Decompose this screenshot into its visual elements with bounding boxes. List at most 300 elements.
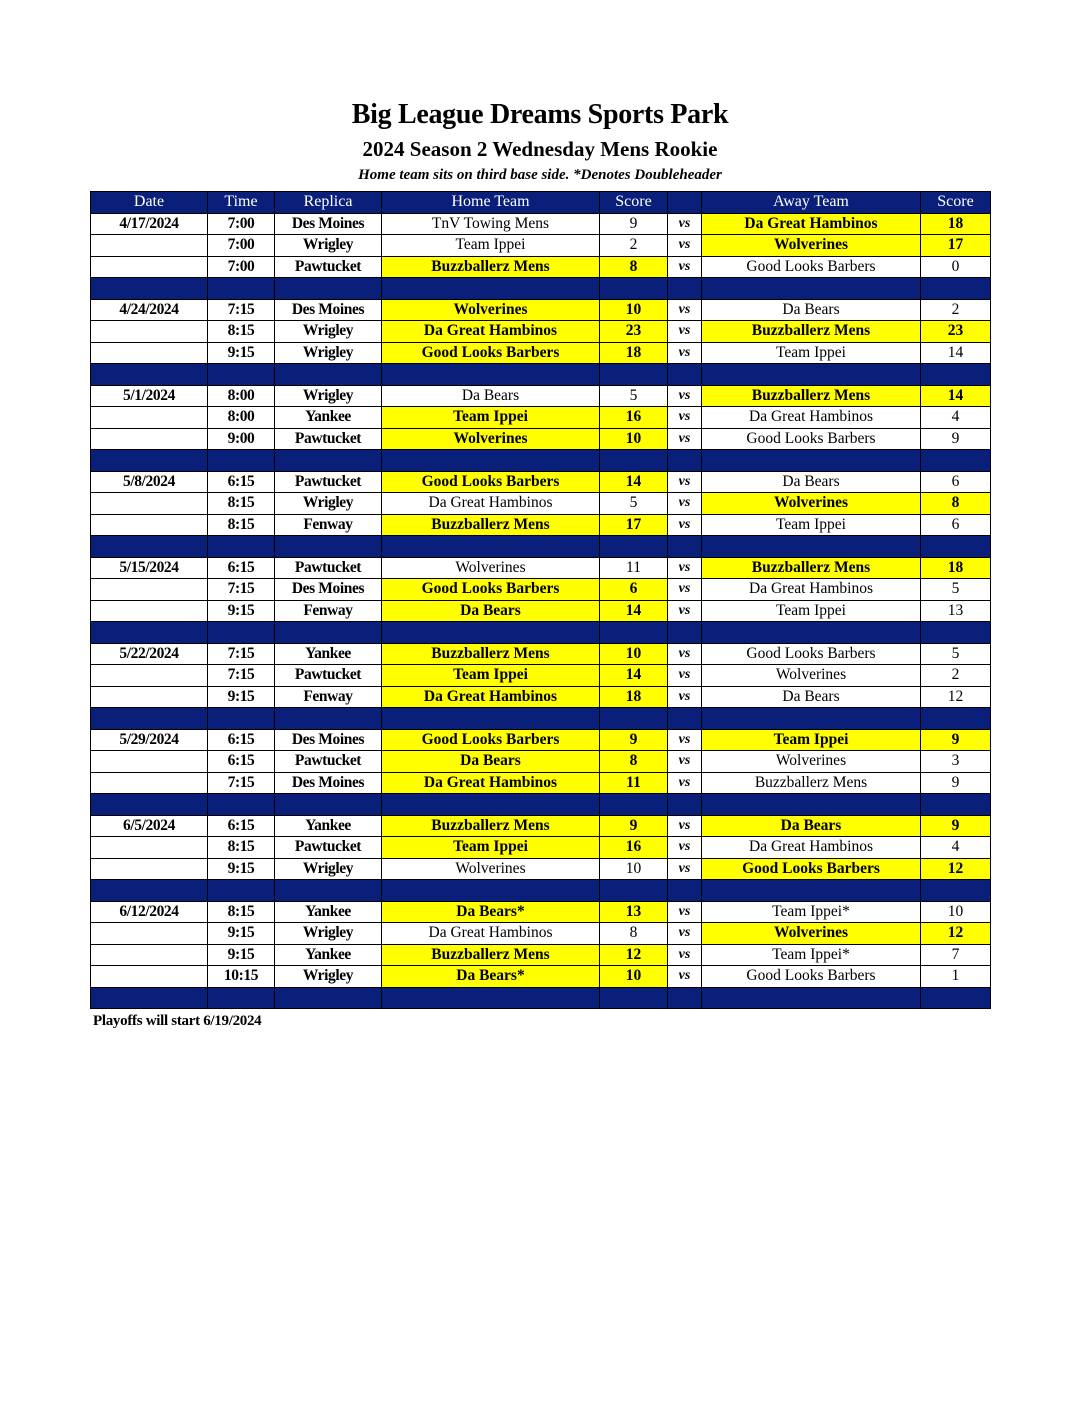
separator-cell	[702, 794, 921, 816]
playoffs-note: Playoffs will start 6/19/2024	[93, 1013, 262, 1029]
home-score: 11	[600, 557, 668, 579]
vs-label: vs	[668, 321, 702, 343]
home-team: Team Ippei	[382, 665, 600, 687]
vs-label: vs	[668, 514, 702, 536]
away-team: Da Bears	[702, 471, 921, 493]
separator-cell	[921, 794, 991, 816]
game-time: 8:15	[208, 901, 275, 923]
away-team: Wolverines	[702, 235, 921, 257]
home-team: Wolverines	[382, 428, 600, 450]
game-date	[91, 579, 208, 601]
game-date	[91, 342, 208, 364]
home-score: 10	[600, 966, 668, 988]
vs-label: vs	[668, 471, 702, 493]
game-field: Pawtucket	[275, 751, 382, 773]
game-date: 5/1/2024	[91, 385, 208, 407]
schedule-table	[90, 191, 991, 1009]
game-time: 6:15	[208, 557, 275, 579]
away-team: Good Looks Barbers	[702, 858, 921, 880]
game-field: Des Moines	[275, 213, 382, 235]
vs-label: vs	[668, 772, 702, 794]
separator-cell	[382, 622, 600, 644]
week-separator-row	[91, 880, 991, 902]
week-separator-row	[91, 987, 991, 1009]
game-date: 4/17/2024	[91, 213, 208, 235]
away-score: 12	[921, 923, 991, 945]
game-date	[91, 514, 208, 536]
col-header-time: Time	[208, 192, 275, 214]
separator-cell	[921, 536, 991, 558]
separator-cell	[921, 450, 991, 472]
separator-cell	[668, 450, 702, 472]
table-row	[91, 235, 991, 257]
away-score: 5	[921, 579, 991, 601]
game-time: 6:15	[208, 751, 275, 773]
separator-cell	[702, 708, 921, 730]
game-time: 9:15	[208, 944, 275, 966]
away-team: Da Great Hambinos	[702, 579, 921, 601]
home-team: Da Bears	[382, 385, 600, 407]
vs-label: vs	[668, 557, 702, 579]
away-team: Wolverines	[702, 751, 921, 773]
game-field: Fenway	[275, 514, 382, 536]
game-field: Pawtucket	[275, 557, 382, 579]
game-field: Yankee	[275, 407, 382, 429]
home-score: 10	[600, 299, 668, 321]
game-field: Wrigley	[275, 966, 382, 988]
game-time: 6:15	[208, 815, 275, 837]
game-date: 5/22/2024	[91, 643, 208, 665]
game-field: Fenway	[275, 686, 382, 708]
separator-cell	[600, 794, 668, 816]
col-header-home-score: Score	[600, 192, 668, 214]
game-time: 7:00	[208, 213, 275, 235]
page-title: Big League Dreams Sports Park	[351, 99, 729, 130]
game-time: 8:15	[208, 493, 275, 515]
game-field: Des Moines	[275, 772, 382, 794]
game-time: 8:00	[208, 385, 275, 407]
vs-label: vs	[668, 493, 702, 515]
home-team: Team Ippei	[382, 235, 600, 257]
game-date: 6/12/2024	[91, 901, 208, 923]
game-time: 7:15	[208, 299, 275, 321]
table-row	[91, 299, 991, 321]
home-team: Da Bears*	[382, 966, 600, 988]
separator-cell	[91, 880, 208, 902]
vs-label: vs	[668, 665, 702, 687]
week-separator-row	[91, 708, 991, 730]
away-team: Da Bears	[702, 686, 921, 708]
table-row	[91, 837, 991, 859]
game-time: 9:00	[208, 428, 275, 450]
game-field: Des Moines	[275, 299, 382, 321]
game-time: 9:15	[208, 923, 275, 945]
away-team: Wolverines	[702, 923, 921, 945]
away-team: Good Looks Barbers	[702, 428, 921, 450]
separator-cell	[668, 278, 702, 300]
separator-cell	[275, 794, 382, 816]
separator-cell	[208, 880, 275, 902]
away-team: Wolverines	[702, 665, 921, 687]
away-score: 18	[921, 557, 991, 579]
home-team: Good Looks Barbers	[382, 471, 600, 493]
separator-cell	[208, 622, 275, 644]
home-score: 17	[600, 514, 668, 536]
separator-cell	[702, 364, 921, 386]
game-date	[91, 837, 208, 859]
away-score: 7	[921, 944, 991, 966]
separator-cell	[382, 450, 600, 472]
home-score: 12	[600, 944, 668, 966]
game-time: 8:15	[208, 514, 275, 536]
away-team: Buzzballerz Mens	[702, 557, 921, 579]
separator-cell	[600, 450, 668, 472]
away-score: 4	[921, 407, 991, 429]
away-team: Good Looks Barbers	[702, 966, 921, 988]
separator-cell	[668, 794, 702, 816]
game-field: Wrigley	[275, 235, 382, 257]
separator-cell	[921, 278, 991, 300]
vs-label: vs	[668, 815, 702, 837]
home-score: 10	[600, 643, 668, 665]
table-row	[91, 751, 991, 773]
table-row	[91, 385, 991, 407]
home-team: Wolverines	[382, 299, 600, 321]
vs-label: vs	[668, 342, 702, 364]
away-team: Da Bears	[702, 299, 921, 321]
game-date: 5/15/2024	[91, 557, 208, 579]
away-team: Good Looks Barbers	[702, 256, 921, 278]
separator-cell	[702, 278, 921, 300]
table-row	[91, 686, 991, 708]
separator-cell	[91, 278, 208, 300]
game-time: 7:15	[208, 643, 275, 665]
away-score: 5	[921, 643, 991, 665]
home-score: 2	[600, 235, 668, 257]
separator-cell	[91, 536, 208, 558]
separator-cell	[275, 622, 382, 644]
vs-label: vs	[668, 944, 702, 966]
vs-label: vs	[668, 751, 702, 773]
table-row	[91, 428, 991, 450]
away-score: 3	[921, 751, 991, 773]
separator-cell	[668, 987, 702, 1009]
game-time: 7:00	[208, 235, 275, 257]
table-row	[91, 600, 991, 622]
away-team: Da Great Hambinos	[702, 837, 921, 859]
away-team: Wolverines	[702, 493, 921, 515]
home-score: 10	[600, 428, 668, 450]
game-time: 8:15	[208, 837, 275, 859]
col-header-replica: Replica	[275, 192, 382, 214]
away-team: Da Great Hambinos	[702, 213, 921, 235]
table-row	[91, 729, 991, 751]
separator-cell	[702, 987, 921, 1009]
table-row	[91, 321, 991, 343]
home-team: Da Great Hambinos	[382, 321, 600, 343]
game-date	[91, 665, 208, 687]
week-separator-row	[91, 536, 991, 558]
separator-cell	[600, 708, 668, 730]
vs-label: vs	[668, 600, 702, 622]
separator-cell	[208, 364, 275, 386]
separator-cell	[275, 450, 382, 472]
home-score: 9	[600, 815, 668, 837]
away-score: 0	[921, 256, 991, 278]
table-row	[91, 858, 991, 880]
home-score: 13	[600, 901, 668, 923]
home-team: Da Bears	[382, 751, 600, 773]
home-team: Buzzballerz Mens	[382, 643, 600, 665]
game-time: 6:15	[208, 729, 275, 751]
home-score: 9	[600, 729, 668, 751]
game-field: Yankee	[275, 901, 382, 923]
away-score: 6	[921, 471, 991, 493]
home-score: 16	[600, 407, 668, 429]
separator-cell	[275, 708, 382, 730]
game-field: Wrigley	[275, 321, 382, 343]
home-team: TnV Towing Mens	[382, 213, 600, 235]
game-time: 7:15	[208, 579, 275, 601]
separator-cell	[600, 987, 668, 1009]
home-score: 18	[600, 686, 668, 708]
game-date	[91, 600, 208, 622]
vs-label: vs	[668, 643, 702, 665]
table-header-row	[91, 192, 991, 214]
home-score: 8	[600, 751, 668, 773]
table-row	[91, 342, 991, 364]
separator-cell	[382, 278, 600, 300]
away-score: 6	[921, 514, 991, 536]
separator-cell	[668, 364, 702, 386]
game-field: Fenway	[275, 600, 382, 622]
table-row	[91, 514, 991, 536]
game-time: 9:15	[208, 858, 275, 880]
away-team: Team Ippei	[702, 342, 921, 364]
separator-cell	[921, 622, 991, 644]
vs-label: vs	[668, 923, 702, 945]
table-row	[91, 923, 991, 945]
vs-label: vs	[668, 385, 702, 407]
home-team: Da Bears*	[382, 901, 600, 923]
vs-label: vs	[668, 901, 702, 923]
away-score: 4	[921, 837, 991, 859]
game-date: 5/29/2024	[91, 729, 208, 751]
game-field: Wrigley	[275, 493, 382, 515]
home-score: 9	[600, 213, 668, 235]
vs-label: vs	[668, 579, 702, 601]
away-team: Team Ippei	[702, 514, 921, 536]
game-time: 7:15	[208, 772, 275, 794]
separator-cell	[382, 880, 600, 902]
game-time: 8:15	[208, 321, 275, 343]
home-score: 14	[600, 471, 668, 493]
game-date	[91, 321, 208, 343]
separator-cell	[208, 794, 275, 816]
game-field: Wrigley	[275, 923, 382, 945]
schedule-body	[91, 213, 991, 1009]
away-score: 1	[921, 966, 991, 988]
page-subtitle: 2024 Season 2 Wednesday Mens Rookie	[362, 137, 718, 161]
home-team: Wolverines	[382, 858, 600, 880]
game-field: Pawtucket	[275, 665, 382, 687]
vs-label: vs	[668, 407, 702, 429]
home-score: 18	[600, 342, 668, 364]
away-team: Buzzballerz Mens	[702, 321, 921, 343]
game-time: 8:00	[208, 407, 275, 429]
separator-cell	[382, 987, 600, 1009]
week-separator-row	[91, 278, 991, 300]
separator-cell	[275, 364, 382, 386]
away-team: Team Ippei	[702, 600, 921, 622]
table-row	[91, 557, 991, 579]
game-field: Wrigley	[275, 858, 382, 880]
separator-cell	[275, 536, 382, 558]
game-date	[91, 407, 208, 429]
separator-cell	[91, 987, 208, 1009]
away-team: Da Great Hambinos	[702, 407, 921, 429]
game-date	[91, 428, 208, 450]
away-score: 10	[921, 901, 991, 923]
separator-cell	[91, 708, 208, 730]
away-score: 9	[921, 729, 991, 751]
game-date: 5/8/2024	[91, 471, 208, 493]
home-score: 5	[600, 493, 668, 515]
game-date	[91, 751, 208, 773]
game-date	[91, 772, 208, 794]
game-time: 9:15	[208, 342, 275, 364]
separator-cell	[208, 536, 275, 558]
away-score: 9	[921, 772, 991, 794]
home-team: Buzzballerz Mens	[382, 514, 600, 536]
away-score: 17	[921, 235, 991, 257]
away-score: 14	[921, 385, 991, 407]
home-score: 6	[600, 579, 668, 601]
home-team: Da Great Hambinos	[382, 493, 600, 515]
vs-label: vs	[668, 686, 702, 708]
table-row	[91, 407, 991, 429]
vs-label: vs	[668, 837, 702, 859]
game-date	[91, 256, 208, 278]
table-row	[91, 579, 991, 601]
vs-label: vs	[668, 235, 702, 257]
separator-cell	[668, 536, 702, 558]
separator-cell	[91, 622, 208, 644]
home-score: 10	[600, 858, 668, 880]
table-row	[91, 772, 991, 794]
separator-cell	[91, 794, 208, 816]
home-score: 11	[600, 772, 668, 794]
away-score: 9	[921, 815, 991, 837]
home-team: Buzzballerz Mens	[382, 256, 600, 278]
game-time: 7:00	[208, 256, 275, 278]
home-team: Wolverines	[382, 557, 600, 579]
vs-label: vs	[668, 256, 702, 278]
vs-label: vs	[668, 966, 702, 988]
separator-cell	[275, 278, 382, 300]
game-date	[91, 686, 208, 708]
separator-cell	[275, 987, 382, 1009]
game-date	[91, 923, 208, 945]
game-field: Pawtucket	[275, 256, 382, 278]
table-row	[91, 213, 991, 235]
home-team: Da Bears	[382, 600, 600, 622]
home-team: Good Looks Barbers	[382, 579, 600, 601]
table-row	[91, 901, 991, 923]
separator-cell	[600, 880, 668, 902]
game-field: Wrigley	[275, 342, 382, 364]
home-team: Good Looks Barbers	[382, 729, 600, 751]
separator-cell	[600, 278, 668, 300]
week-separator-row	[91, 450, 991, 472]
game-field: Yankee	[275, 815, 382, 837]
away-score: 23	[921, 321, 991, 343]
week-separator-row	[91, 364, 991, 386]
separator-cell	[921, 880, 991, 902]
away-score: 14	[921, 342, 991, 364]
home-team: Da Great Hambinos	[382, 772, 600, 794]
col-header-home-team: Home Team	[382, 192, 600, 214]
home-score: 5	[600, 385, 668, 407]
separator-cell	[702, 880, 921, 902]
separator-cell	[668, 880, 702, 902]
home-team: Good Looks Barbers	[382, 342, 600, 364]
separator-cell	[208, 450, 275, 472]
game-date	[91, 858, 208, 880]
separator-cell	[668, 708, 702, 730]
table-row	[91, 643, 991, 665]
game-field: Pawtucket	[275, 837, 382, 859]
away-team: Team Ippei*	[702, 901, 921, 923]
separator-cell	[921, 364, 991, 386]
home-team: Buzzballerz Mens	[382, 815, 600, 837]
game-field: Yankee	[275, 944, 382, 966]
game-date	[91, 944, 208, 966]
away-team: Good Looks Barbers	[702, 643, 921, 665]
game-time: 6:15	[208, 471, 275, 493]
game-date	[91, 493, 208, 515]
col-header-away-team: Away Team	[702, 192, 921, 214]
game-field: Des Moines	[275, 729, 382, 751]
vs-label: vs	[668, 213, 702, 235]
home-team: Da Great Hambinos	[382, 923, 600, 945]
table-row	[91, 966, 991, 988]
separator-cell	[208, 708, 275, 730]
week-separator-row	[91, 622, 991, 644]
separator-cell	[600, 622, 668, 644]
separator-cell	[275, 880, 382, 902]
table-row	[91, 471, 991, 493]
away-score: 2	[921, 665, 991, 687]
game-time: 9:15	[208, 600, 275, 622]
separator-cell	[91, 450, 208, 472]
separator-cell	[91, 364, 208, 386]
game-date	[91, 966, 208, 988]
separator-cell	[382, 794, 600, 816]
home-team: Da Great Hambinos	[382, 686, 600, 708]
away-team: Buzzballerz Mens	[702, 772, 921, 794]
table-row	[91, 944, 991, 966]
separator-cell	[600, 364, 668, 386]
separator-cell	[208, 987, 275, 1009]
vs-label: vs	[668, 858, 702, 880]
vs-label: vs	[668, 299, 702, 321]
game-field: Des Moines	[275, 579, 382, 601]
game-time: 10:15	[208, 966, 275, 988]
separator-cell	[921, 708, 991, 730]
game-date: 6/5/2024	[91, 815, 208, 837]
col-header-date: Date	[91, 192, 208, 214]
